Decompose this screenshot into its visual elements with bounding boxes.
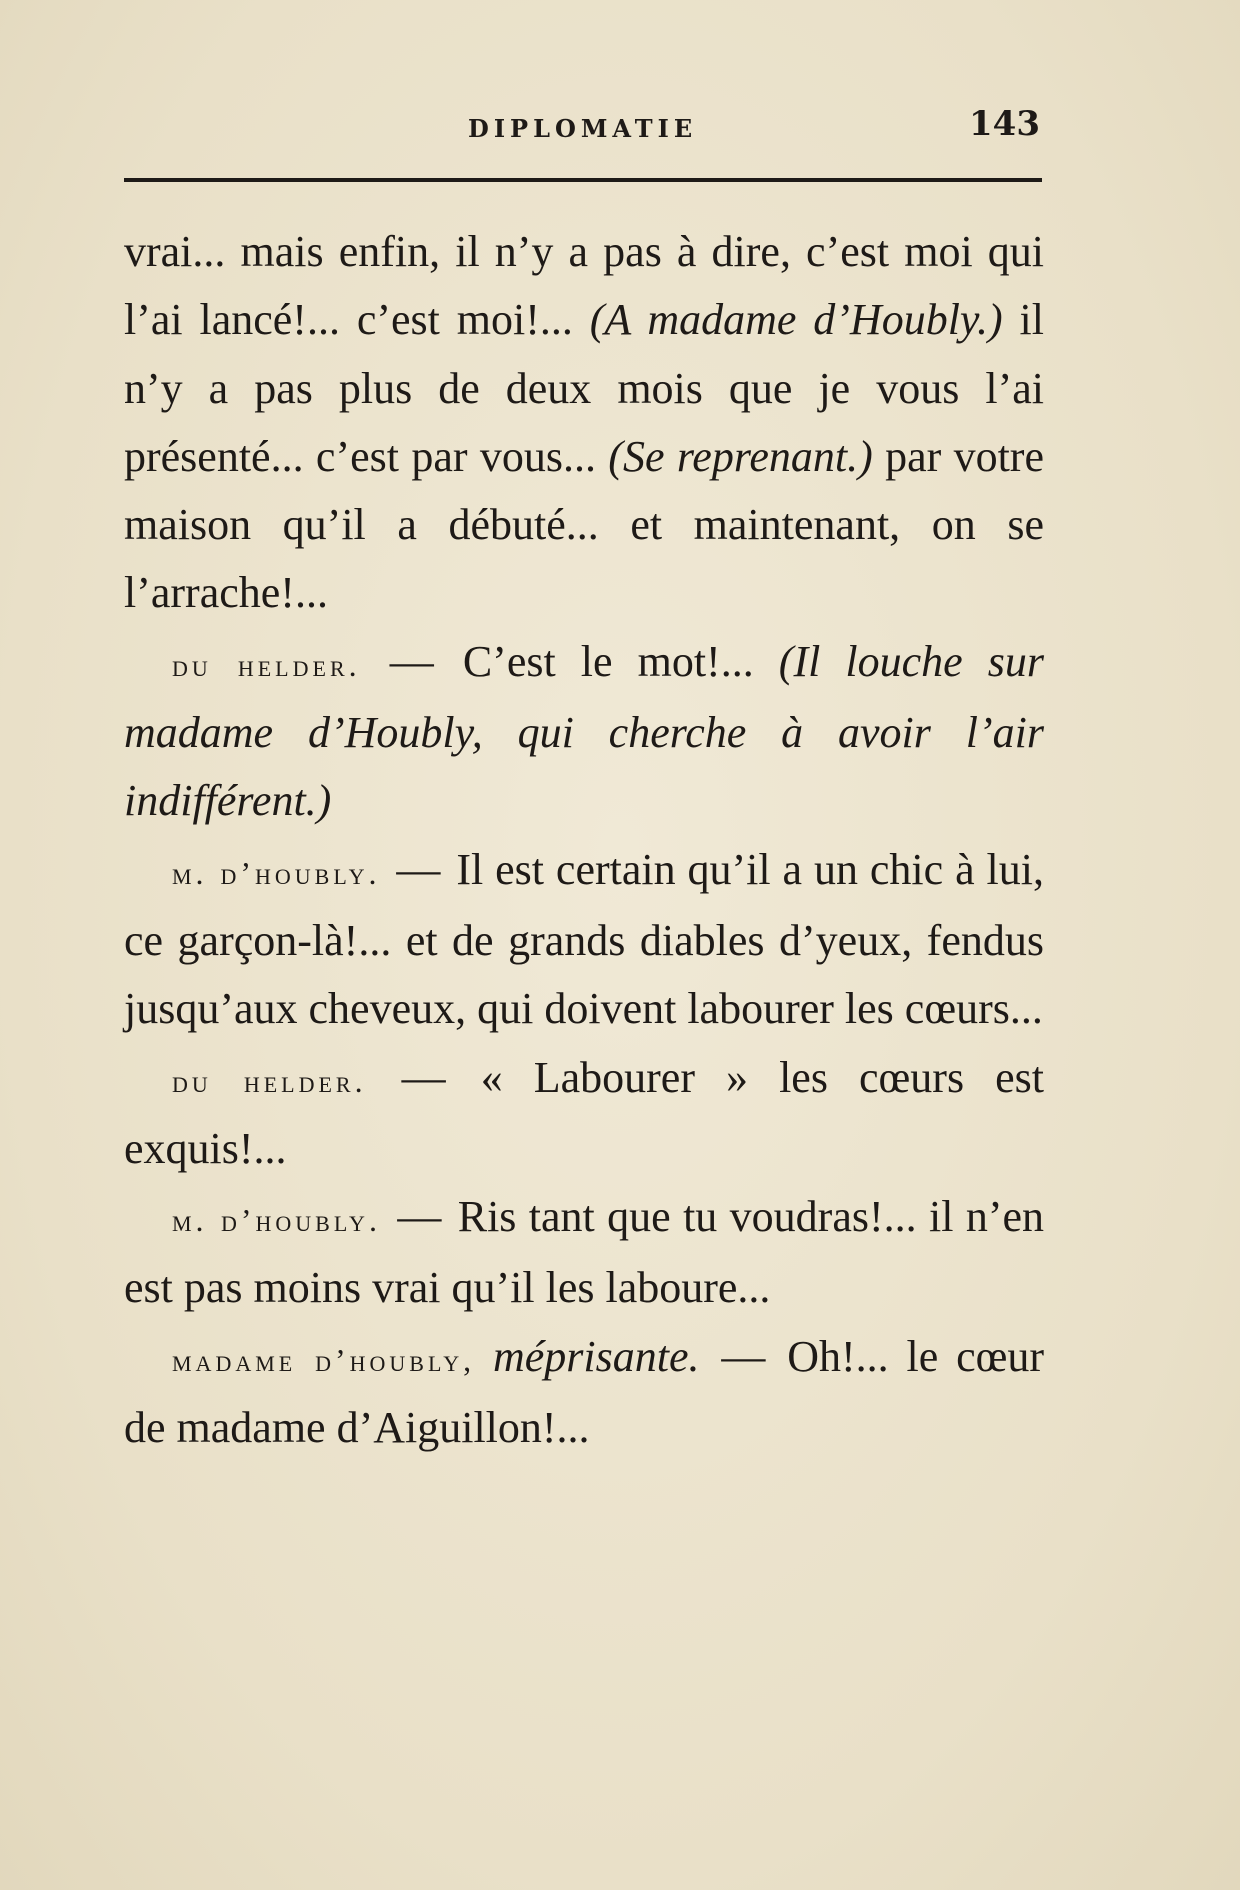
paragraph-5 [124, 1183, 1044, 1323]
em-dash: — [397, 1192, 442, 1242]
page-body [124, 218, 1044, 1462]
speaker-name: madame d’houbly, [172, 1341, 476, 1378]
paragraph-6 [124, 1323, 1044, 1463]
speaker-name: m. d’houbly. [172, 854, 381, 891]
stage-direction: (Se reprenant.) [608, 431, 873, 481]
paragraph-3 [124, 836, 1044, 1044]
paragraph-2 [124, 628, 1044, 836]
text-run: « Labourer » les cœurs est exquis!... [124, 1052, 1044, 1173]
em-dash: — [721, 1331, 766, 1381]
em-dash: — [401, 1052, 446, 1102]
stage-direction: méprisante. [492, 1331, 700, 1381]
text-run: Ris tant que tu voudras!... il n’en est pas moins vrai qu’il les laboure... [124, 1192, 1045, 1313]
page-header [124, 96, 1044, 156]
text-run: C’est le mot!... [462, 636, 779, 686]
running-title: DIPLOMATIE [468, 114, 698, 143]
stage-direction: (Il louche sur madame d’Houbly, qui cherche à avoir l’air indifférent.) [124, 636, 1045, 826]
text-run: Oh!... le cœur de madame d’Aiguillon!... [124, 1331, 1045, 1453]
text-run: par votre maison qu’il a débuté... et maintenant, on se l’arrache!... [124, 431, 1044, 618]
text-run: il n’y a pas plus de deux mois que je vous l’ai présenté... c’est par vous... [124, 295, 1044, 481]
page-number: 143 [969, 104, 1040, 144]
em-dash: — [389, 636, 434, 686]
em-dash: — [396, 844, 441, 894]
stage-direction: (A madame d’Houbly.) [589, 295, 1003, 345]
text-run: Il est certain qu’il a un chic à lui, ce garçon-là!... et de grands diables d’yeux, fendus jusqu’aux cheveux, qui doivent labourer les cœurs... [124, 844, 1044, 1034]
paragraph-4 [124, 1044, 1044, 1184]
speaker-name: m. d’houbly. [172, 1202, 381, 1239]
speaker-name: du helder. [172, 1062, 367, 1099]
header-rule [124, 178, 1042, 182]
paragraph-1 [124, 218, 1044, 628]
speaker-name: du helder. [172, 646, 361, 683]
text-run: vrai... mais enfin, il n’y a pas à dire, c’est moi qui l’ai lancé!... c’est moi!... [124, 227, 1044, 345]
